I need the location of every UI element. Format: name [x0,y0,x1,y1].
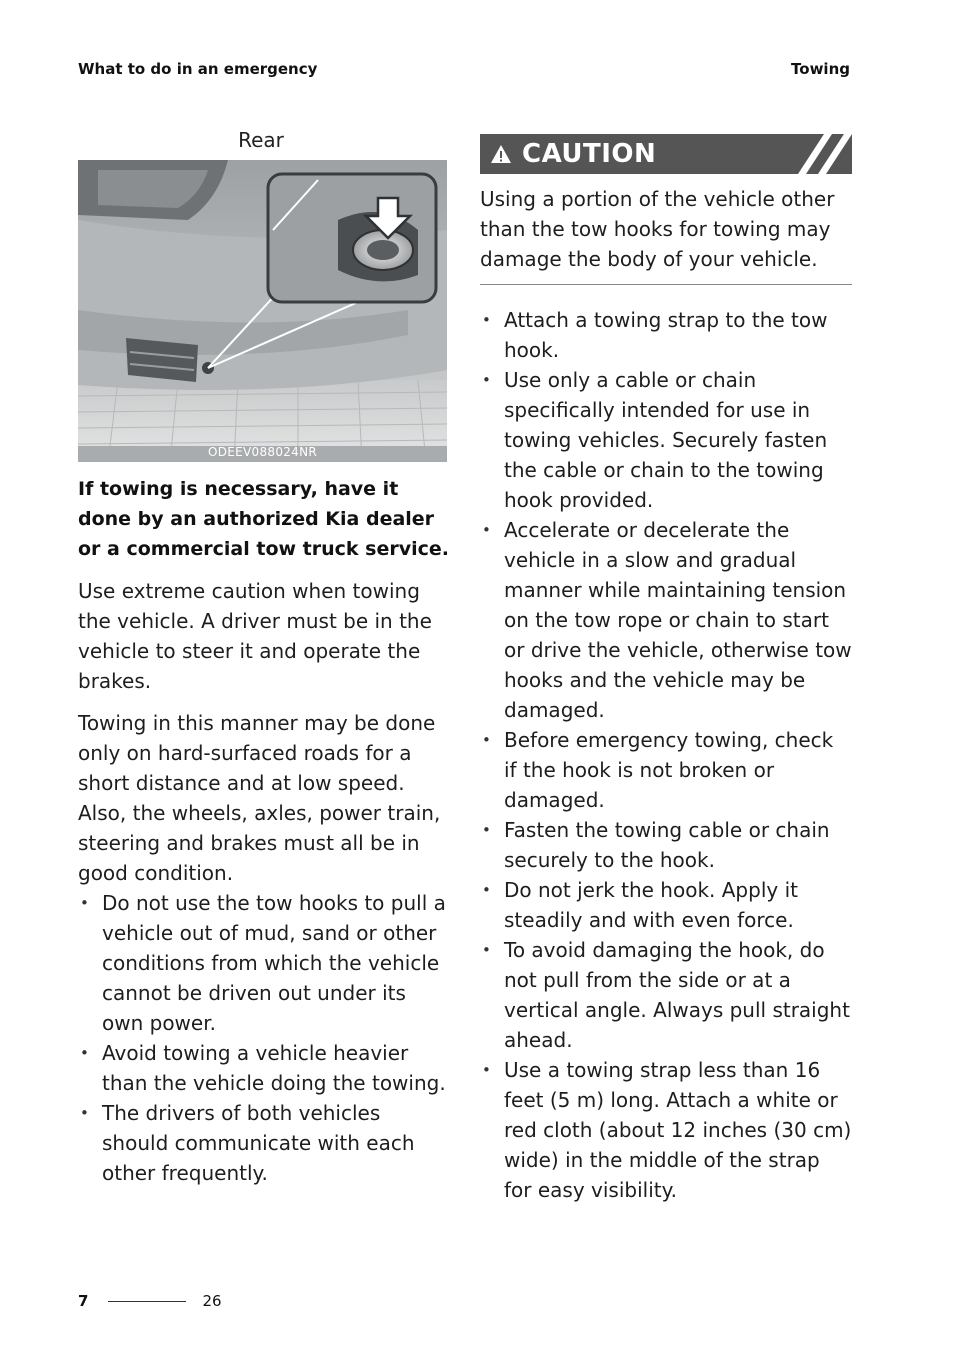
caution-text: Using a portion of the vehicle other than the tow hooks for towing may damage the body of your vehicle. [480,187,835,271]
list-item: • Attach a towing strap to the tow hook. [480,305,852,365]
page-number: 26 [202,1292,222,1310]
page-footer [78,1292,222,1310]
left-column [78,128,450,1188]
rear-bumper-drawing [78,160,447,462]
caution-title: CAUTION [522,139,657,169]
list-item: • The drivers of both vehicles should communicate with each other frequently. [78,1098,450,1188]
right-bullet-list [480,305,852,1205]
running-header-topic: Towing [791,60,850,78]
chapter-number: 7 [78,1292,89,1310]
divider [480,284,852,285]
running-header-section: What to do in an emergency [78,60,318,78]
road-condition-paragraph: Towing in this manner may be done only on hard-surfaced roads for a short distance and at low speed. Also, the wheels, axles, power train, steering and brakes must all be in good condition. [78,711,441,885]
rear-tow-hook-illustration [78,160,447,462]
left-bullet-list [78,888,450,1188]
list-item: • Use a towing strap less than 16 feet (5 m) long. Attach a white or red cloth (about 12 inches (30 cm) wide) in the middle of the strap for easy visibility. [480,1055,852,1205]
caution-paragraph: Use extreme caution when towing the vehicle. A driver must be in the vehicle to steer it and operate the brakes. [78,579,432,693]
footer-divider [108,1301,186,1302]
list-item: • To avoid damaging the hook, do not pull from the side or at a vertical angle. Always pull straight ahead. [480,935,852,1055]
list-item: • Avoid towing a vehicle heavier than the vehicle doing the towing. [78,1038,450,1098]
list-item: • Fasten the towing cable or chain securely to the hook. [480,815,852,875]
warning-triangle-icon [490,143,512,165]
list-item: • Accelerate or decelerate the vehicle in a slow and gradual manner while maintaining tension on the tow rope or chain to start or drive the vehicle, otherwise tow hooks and the vehicle may be damaged. [480,515,852,725]
right-column [480,134,852,1205]
caution-stripes-icon [792,134,852,174]
towing-lead-paragraph: If towing is necessary, have it done by an authorized Kia dealer or a commercial tow truck service. [78,478,449,560]
list-item: • Do not use the tow hooks to pull a vehicle out of mud, sand or other conditions from which the vehicle cannot be driven out under its own power. [78,888,450,1038]
list-item: • Do not jerk the hook. Apply it steadily and with even force. [480,875,852,935]
caution-banner [480,134,852,174]
list-item: • Use only a cable or chain specifically intended for use in towing vehicles. Securely fasten the cable or chain to the towing hook provided. [480,365,852,515]
figure-caption: Rear [238,128,284,152]
list-item: • Before emergency towing, check if the hook is not broken or damaged. [480,725,852,815]
figure-code: ODEEV088024NR [207,445,318,459]
